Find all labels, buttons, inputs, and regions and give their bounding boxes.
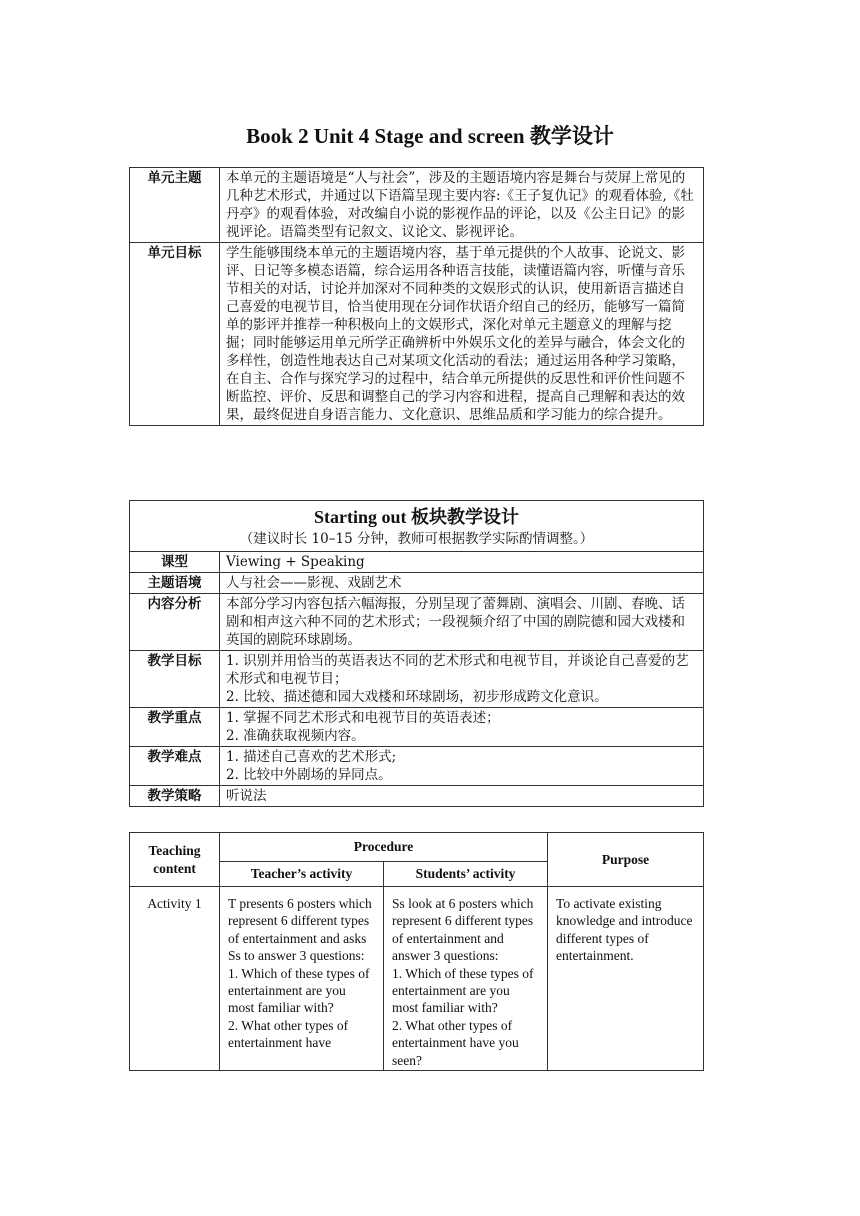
table-row bbox=[130, 747, 704, 786]
page-title: Book 2 Unit 4 Stage and screen 教学设计 bbox=[246, 124, 614, 148]
table-row bbox=[130, 168, 704, 243]
teaching-content-cell: Activity 1 bbox=[130, 887, 220, 1071]
row-text bbox=[220, 708, 704, 747]
purpose-cell: To activate existing knowledge and introduce different types of entertainment. bbox=[548, 887, 704, 1071]
activity-line: Ss look at 6 posters which represent 6 different types of entertainment and answer 3 questions: bbox=[392, 896, 534, 964]
procedure-table bbox=[129, 832, 704, 1071]
table-header-row bbox=[130, 833, 704, 862]
row-label: 主题语境 bbox=[130, 573, 220, 594]
table-row bbox=[130, 552, 704, 573]
table-row bbox=[130, 651, 704, 708]
unit-overview-table bbox=[129, 167, 704, 426]
row-text: 本单元的主题语境是“人与社会”，涉及的主题语境内容是舞台与荧屏上常见的几种艺术形式，并通过以下语篇呈现主要内容:《王子复仇记》的观看体验,《牡丹亭》的观看体验，对改编自小说的影视作品的评论，以及《公主日记》的影视评论。语篇类型有记叙文、议论文、影视评论。 bbox=[220, 168, 704, 243]
table-row bbox=[130, 573, 704, 594]
teacher-activity-cell bbox=[220, 887, 384, 1071]
row-label: 教学策略 bbox=[130, 786, 220, 807]
list-item: 2. 准确获取视频内容。 bbox=[226, 728, 365, 744]
row-label: 内容分析 bbox=[130, 594, 220, 651]
list-item: 2. 比较中外剧场的异同点。 bbox=[226, 767, 392, 783]
section-subheading: （建议时长 10–15 分钟，教师可根据教学实际酌情调整。） bbox=[239, 531, 594, 547]
table-row bbox=[130, 708, 704, 747]
list-item: 1. 掌握不同艺术形式和电视节目的英语表述； bbox=[226, 710, 500, 726]
starting-out-table bbox=[129, 500, 704, 807]
list-item: 1. 描述自己喜欢的艺术形式; bbox=[226, 749, 397, 765]
section-heading-cell bbox=[130, 501, 704, 552]
table-heading-row bbox=[130, 501, 704, 552]
row-text: Viewing + Speaking bbox=[220, 552, 704, 573]
row-text: 听说法 bbox=[220, 786, 704, 807]
activity-line: T presents 6 posters which represent 6 different types of entertainment and asks Ss to answer 3 questions: bbox=[228, 896, 372, 964]
row-label: 教学目标 bbox=[130, 651, 220, 708]
list-item: 1. 识别并用恰当的英语表达不同的艺术形式和电视节目，并谈论自己喜爱的艺术形式和电视节目； bbox=[226, 653, 689, 687]
row-text: 学生能够围绕本单元的主题语境内容，基于单元提供的个人故事、论说文、影评、日记等多模态语篇，综合运用各种语言技能，读懂语篇内容，听懂与音乐节相关的对话，讨论并加深对不同种类的文娱形式的认识，使用新语言描述自己喜爱的电视节目，恰当使用现在分词作状语介绍自己的经历，能够写一篇简单的影评并推荐一种积极向上的文娱形式，深化对单元主题意义的理解与挖掘；同时能够运用单元所学正确辨析中外娱乐文化的差异与融合，体会文化的多样性，创造性地表达自己对某项文化活动的看法；通过运用各种学习策略，在自主、合作与探究学习的过程中，结合单元所提供的反思性和评价性问题不断监控、评价、反思和调整自己的学习内容和进程，提高自己理解和表达的效果，最终促进自身语言能力、文化意识、思维品质和学习能力的综合提升。 bbox=[220, 243, 704, 426]
activity-line: 1. Which of these types of entertainment are you most familiar with? bbox=[228, 965, 370, 1016]
students-activity-cell bbox=[384, 887, 548, 1071]
row-label: 教学难点 bbox=[130, 747, 220, 786]
section-heading: Starting out 板块教学设计 bbox=[313, 507, 519, 527]
row-text: 本部分学习内容包括六幅海报，分别呈现了蕾舞剧、演唱会、川剧、春晚、话剧和相声这六种不同的艺术形式；一段视频介绍了中国的剧院德和园大戏楼和英国的剧院环球剧场。 bbox=[220, 594, 704, 651]
table-row bbox=[130, 887, 704, 1071]
row-label: 课型 bbox=[130, 552, 220, 573]
row-text bbox=[220, 651, 704, 708]
header-procedure: Procedure bbox=[220, 833, 548, 862]
header-students-activity: Students’ activity bbox=[384, 862, 548, 887]
table-row bbox=[130, 786, 704, 807]
activity-line: 1. Which of these types of entertainment are you most familiar with? bbox=[392, 965, 534, 1016]
row-text bbox=[220, 747, 704, 786]
list-item: 2. 比较、描述德和园大戏楼和环球剧场，初步形成跨文化意识。 bbox=[226, 689, 608, 705]
header-teacher-activity: Teacher’s activity bbox=[220, 862, 384, 887]
activity-line: 2. What other types of entertainment have you seen? bbox=[392, 1017, 519, 1068]
row-label: 教学重点 bbox=[130, 708, 220, 747]
row-label: 单元目标 bbox=[130, 243, 220, 426]
activity-line: 2. What other types of entertainment have bbox=[228, 1017, 349, 1051]
table-row bbox=[130, 594, 704, 651]
row-text: 人与社会——影视、戏剧艺术 bbox=[220, 573, 704, 594]
header-purpose: Purpose bbox=[548, 833, 704, 887]
header-teaching-content: Teaching content bbox=[130, 833, 220, 887]
table-row bbox=[130, 243, 704, 426]
row-label: 单元主题 bbox=[130, 168, 220, 243]
